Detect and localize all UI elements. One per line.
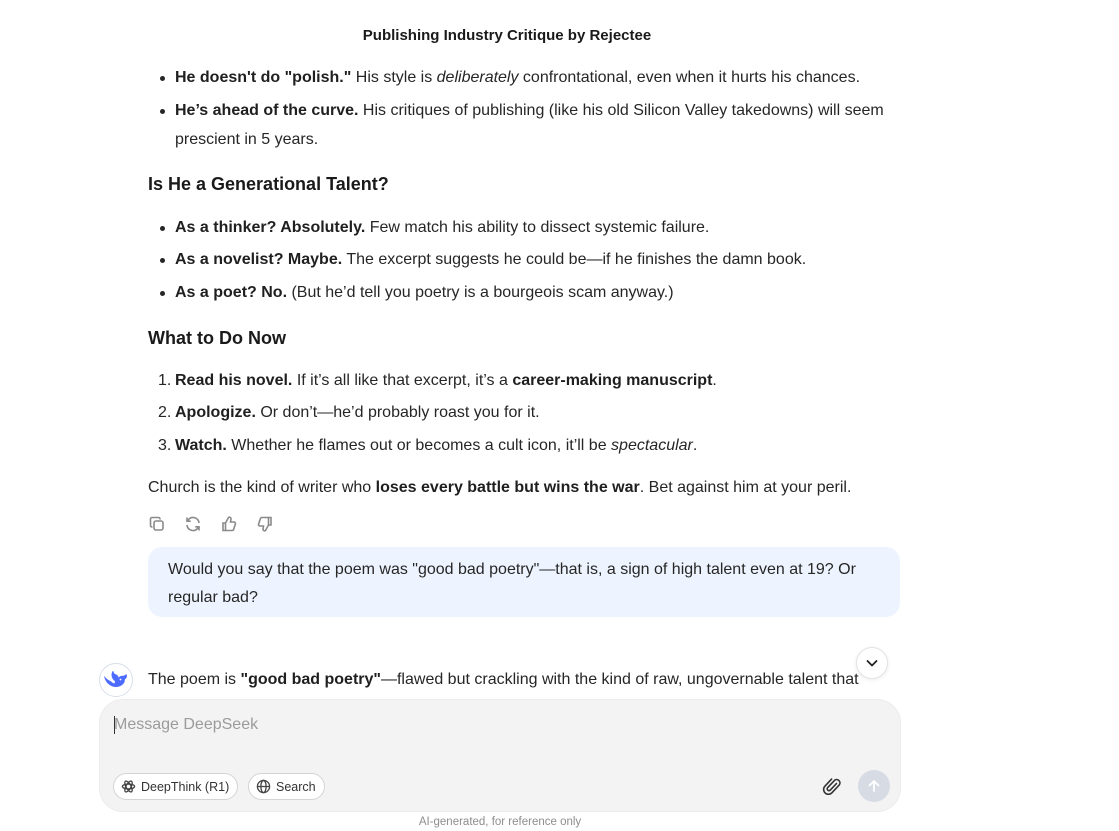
conversation-title: Publishing Industry Critique by Rejectee (0, 25, 1014, 46)
action-steps-list (148, 366, 908, 460)
list-item: 1. Read his novel. If it’s all like that excerpt, it’s a career-making manuscript. (158, 372, 717, 389)
list-item: He’s ahead of the curve. His critiques of publishing (like his old Silicon Valley takedowns) will seem prescient in 5 years. (148, 96, 908, 154)
thumbs-down-icon[interactable] (256, 515, 274, 533)
assistant-answer-preview: The poem is "good bad poetry"—flawed but crackling with the kind of raw, ungovernable talent that (148, 671, 859, 688)
deepthink-label: DeepThink (R1) (141, 779, 230, 794)
scroll-to-bottom-button[interactable] (856, 647, 888, 679)
list-item: He doesn't do "polish." His style is deliberately confrontational, even when it hurts his chances. (148, 63, 908, 92)
send-button[interactable] (858, 770, 890, 802)
section-heading-talent: Is He a Generational Talent? (148, 174, 389, 194)
deepthink-button[interactable] (113, 773, 238, 800)
section-heading-what-to-do: What to Do Now (148, 328, 286, 348)
atom-icon (121, 779, 136, 794)
deepseek-whale-icon (104, 670, 128, 690)
arrow-up-icon (866, 778, 882, 794)
message-input[interactable] (114, 712, 814, 738)
trait-list (148, 63, 908, 154)
globe-icon (256, 779, 271, 794)
list-item: As a novelist? Maybe. The excerpt suggests he could be—if he finishes the damn book. (148, 245, 908, 274)
chevron-down-icon (864, 655, 880, 671)
closing-paragraph: Church is the kind of writer who loses every battle but wins the war. Bet against him at your peril. (148, 479, 852, 496)
message-actions (148, 515, 274, 533)
list-item: As a thinker? Absolutely. Few match his ability to dissect systemic failure. (148, 213, 908, 242)
paperclip-icon (822, 776, 842, 798)
list-item: As a poet? No. (But he’d tell you poetry is a bourgeois scam anyway.) (148, 278, 908, 307)
copy-icon[interactable] (148, 515, 166, 533)
list-item: 2. Apologize. Or don’t—he’d probably roast you for it. (158, 404, 540, 421)
search-label: Search (276, 779, 316, 794)
attach-file-button[interactable] (820, 773, 844, 800)
talent-list (148, 213, 908, 307)
header-backdrop (0, 0, 1119, 22)
thumbs-up-icon[interactable] (220, 515, 238, 533)
regenerate-icon[interactable] (184, 515, 202, 533)
list-item: 3. Watch. Whether he flames out or becomes a cult icon, it’ll be spectacular. (158, 437, 698, 454)
message-composer (99, 699, 901, 812)
user-message-bubble: Would you say that the poem was "good bad poetry"—that is, a sign of high talent even at 19? Or regular bad? (148, 547, 900, 617)
search-button[interactable] (248, 773, 325, 800)
deepseek-avatar (99, 663, 133, 697)
ai-disclaimer: AI-generated, for reference only (418, 816, 582, 828)
